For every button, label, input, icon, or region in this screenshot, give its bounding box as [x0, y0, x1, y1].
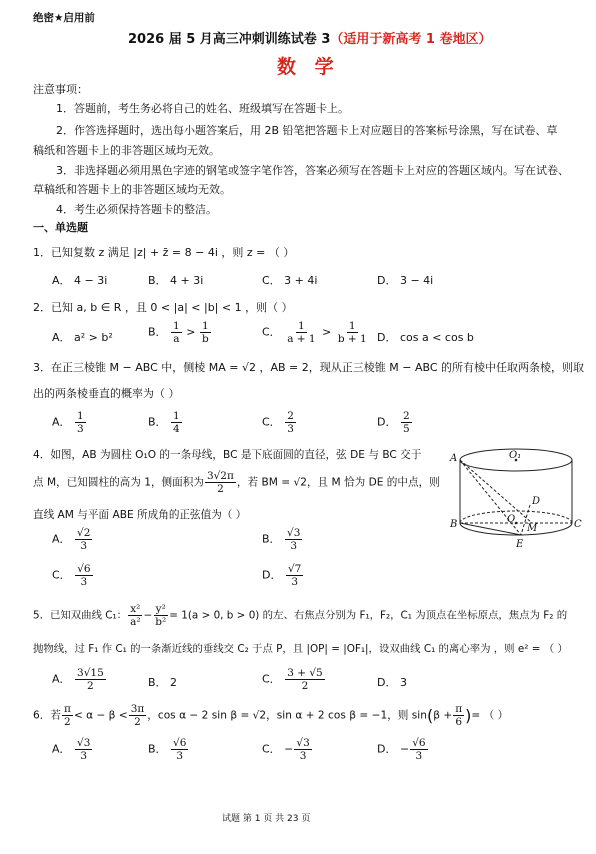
q5-y-num: y²	[155, 603, 166, 615]
q4-c-frac	[75, 563, 92, 588]
q4-a-frac	[75, 527, 92, 552]
q6-a-frac	[75, 737, 92, 762]
label-c: C	[574, 519, 582, 530]
q5-a-den: 2	[87, 680, 94, 692]
q6-option-a	[52, 737, 93, 762]
q6-a-num: √3	[77, 737, 91, 749]
notice-item-2b: 稿纸和答题卡上的非答题区域均无效。	[33, 144, 220, 157]
q6-stem: 6．若 $\frac{\pi}{2}$ < α − β < $\frac{3\pi}{2}$ ，cos α − 2 sin β = √2，sin α + 2 cos β = −1，则 sin(β + $\frac{\pi}{6}$ )= （ ）	[33, 703, 509, 728]
subject-title: 数 学	[277, 56, 340, 78]
q2-option-d: D． cos a < cos b	[377, 331, 474, 344]
q4-line-3: 直线 AM 与平面 ABE 所成角的正弦值为（ ）	[33, 509, 247, 521]
bottom-back-arc	[460, 511, 572, 523]
q3-option-b	[148, 410, 183, 435]
secret-label: 绝密★启用前	[33, 12, 95, 24]
page-footer: 试题 第 1 页 共 23 页	[222, 814, 311, 824]
q2-option-c-label: C．	[262, 325, 281, 339]
label-o1: O₁	[509, 450, 522, 461]
q6-d-frac	[410, 737, 427, 762]
q2-b-frac-2-den: b	[201, 333, 209, 345]
q4-option-a	[52, 527, 93, 552]
q4-c-num: √6	[77, 563, 91, 575]
notice-item-1: 1．答题前，考生务必将自己的姓名、班级填写在答题卡上。	[56, 102, 349, 115]
q3-d-frac	[401, 410, 412, 435]
q4-b-num: √3	[287, 527, 301, 539]
q6-option-c-label: C． −	[262, 742, 294, 756]
bottom-front-arc	[460, 523, 572, 535]
q5-option-a	[52, 667, 107, 692]
q6-option-b-label: B．	[148, 742, 167, 756]
q1-option-a: A． 4 − 3i	[52, 274, 108, 287]
q2-option-b-label: B．	[148, 325, 167, 339]
q4-a-den: 3	[80, 540, 88, 552]
q6-a-den: 3	[80, 750, 88, 762]
q6-c-num: √3	[296, 737, 310, 749]
label-m: M	[527, 523, 538, 534]
q3-d-den: 5	[402, 423, 410, 435]
q5-option-c	[262, 667, 326, 692]
q4-lateral-area-frac	[205, 470, 236, 495]
q3-c-den: 3	[287, 423, 294, 435]
q2-c-frac-1-num: 1	[298, 320, 305, 332]
q5-c-frac	[285, 667, 325, 692]
q5-a-num: 3√15	[77, 667, 104, 679]
q4-option-d-label: D．	[262, 568, 282, 582]
q2-stem: 2．已知 a, b ∈ R ，且 0 < |a| < |b| < 1 ，则（ ）	[33, 301, 293, 314]
q4-d-num: √7	[287, 563, 302, 575]
q6-d-den: 3	[415, 750, 423, 762]
label-a: A	[450, 453, 458, 464]
notice-item-2a: 2．作答选择题时，选出每小题答案后，用 2B 铅笔把答题卡上对应题目的答案标号涂黑，写在试卷、草	[56, 124, 558, 137]
q2-c-frac-2-den: b + 1	[337, 333, 367, 345]
q6-pi-half-num: π	[63, 703, 71, 715]
q2-c-frac-2	[336, 320, 369, 345]
q5-option-a-label: A．	[52, 672, 71, 686]
q3-line-2: 出的两条棱垂直的概率为（ ）	[33, 387, 180, 400]
q3-b-frac	[171, 410, 182, 435]
q6-paren-in: β +	[433, 709, 453, 722]
q6-three-pi-den: 2	[134, 716, 141, 728]
q4-d-den: 3	[291, 576, 299, 588]
q6-option-c	[262, 737, 313, 762]
q6-b-den: 3	[176, 750, 184, 762]
q4-option-c	[52, 563, 94, 588]
q4-lateral-area-num: 3√2π	[206, 470, 234, 482]
q4-b-frac	[285, 527, 302, 552]
q3-option-c-label: C．	[262, 415, 281, 429]
label-b: B	[450, 519, 458, 530]
q6-b-frac	[171, 737, 188, 762]
q6-post: = （ ）	[471, 709, 509, 722]
q4-option-d	[262, 563, 304, 588]
q6-option-b	[148, 737, 189, 762]
q4-option-c-label: C．	[52, 568, 71, 582]
q6-pi-sixth	[453, 703, 464, 728]
q6-mid1: < α − β <	[73, 709, 128, 722]
q2-b-gt: >	[186, 325, 196, 339]
q6-pre: 6．若	[33, 709, 61, 722]
q5-c-num: 3 + √5	[287, 667, 323, 679]
q1-option-c: C． 3 + 4i	[262, 274, 318, 287]
q6-pi-half-den: 2	[64, 716, 71, 728]
q4-b-den: 3	[290, 540, 298, 552]
notice-item-3b: 草稿纸和答题卡上的非答题区域均无效。	[33, 183, 231, 196]
q5-x-frac	[128, 603, 142, 628]
q6-option-a-label: A．	[52, 742, 71, 756]
q1-option-b: B． 4 + 3i	[148, 274, 204, 287]
q2-b-frac-1-den: a	[173, 333, 180, 345]
q3-d-num: 2	[402, 410, 410, 422]
q4-option-a-label: A．	[52, 532, 71, 546]
q3-option-d	[377, 410, 413, 435]
q4-a-num: √2	[77, 527, 91, 539]
q3-option-a	[52, 410, 87, 435]
q3-b-den: 4	[173, 423, 180, 435]
q5-x-den: a²	[130, 616, 141, 628]
q6-option-d-label: D． −	[377, 742, 410, 756]
q6-option-d	[377, 737, 429, 762]
q3-a-num: 1	[77, 410, 84, 422]
q5-line-1b: = 1(a > 0, b > 0) 的左、右焦点分别为 F₁，F₂，C₁ 为顶点在坐标原点，焦点为 F₂ 的	[169, 609, 568, 622]
q3-option-b-label: B．	[148, 415, 167, 429]
q6-d-num: √6	[412, 737, 426, 749]
q5-option-c-label: C．	[262, 672, 281, 686]
q4-line-2	[33, 470, 440, 495]
q2-b-frac-2-num: 1	[201, 320, 209, 332]
q2-c-gt: >	[322, 325, 332, 339]
q3-a-den: 3	[77, 423, 84, 435]
section-heading: 一、单选题	[33, 221, 88, 234]
q5-c-den: 2	[301, 680, 309, 692]
q4-option-b	[262, 527, 303, 552]
q2-b-frac-1-num: 1	[173, 320, 180, 332]
q2-option-b	[148, 320, 212, 345]
q6-mid2: ，cos α − 2 sin β = √2，sin α + 2 cos β = −1，则 sin	[147, 709, 427, 722]
q5-y-frac	[153, 603, 168, 628]
q2-b-frac-2	[200, 320, 211, 345]
q6-pi-half	[62, 703, 73, 728]
q6-c-den: 3	[299, 750, 307, 762]
q3-c-frac	[285, 410, 296, 435]
label-e: E	[516, 539, 524, 550]
exam-title-region: （适用于新高考 1 卷地区）	[330, 32, 492, 47]
q1-stem: 1．已知复数 z 满足 |z| + z̄ = 8 − 4i ，则 z = （ ）	[33, 246, 295, 259]
q5-x-num: x²	[130, 603, 141, 615]
q6-c-frac	[294, 737, 311, 762]
q6-pi-sixth-num: π	[455, 703, 463, 715]
q3-option-a-label: A．	[52, 415, 71, 429]
q6-pi-sixth-den: 6	[455, 716, 462, 728]
q3-option-c	[262, 410, 297, 435]
q6-b-num: √6	[173, 737, 187, 749]
q4-d-frac	[286, 563, 303, 588]
q5-a-frac	[75, 667, 106, 692]
q5-y-den: b²	[155, 616, 167, 628]
q6-three-pi-num: 3π	[130, 703, 145, 715]
q4-line-2a: 点 M，已知圆柱的高为 1，侧面积为	[33, 476, 204, 489]
q5-option-b: B． 2	[148, 676, 178, 689]
q2-c-frac-1	[285, 320, 317, 345]
q6-three-pi-half	[129, 703, 147, 728]
q4-line-2b: ，若 BM = √2，且 M 恰为 DE 的中点，则	[236, 476, 440, 489]
q1-option-d: D． 3 − 4i	[377, 274, 434, 287]
q5-option-d: D． 3	[377, 676, 407, 689]
q5-line-2: 抛物线，过 F₁ 作 C₁ 的一条渐近线的垂线交 C₂ 于点 P，且 |OP| = |OF₁|，设双曲线 C₁ 的离心率为 ，则 e² = （ ）	[33, 643, 568, 655]
q3-c-num: 2	[287, 410, 294, 422]
notice-heading: 注意事项：	[33, 83, 88, 96]
q5-line-1a: 5．已知双曲线 C₁：	[33, 609, 128, 622]
notice-item-3a: 3．非选择题必须用黑色字迹的钢笔或签字笔作答，答案必须写在答题卡上对应的答题区域内。写在试卷、	[56, 164, 569, 177]
q4-cylinder-figure	[448, 445, 588, 555]
q2-c-frac-2-num: 1	[348, 320, 356, 332]
q4-option-b-label: B．	[262, 532, 281, 546]
q3-line-1: 3．在正三棱锥 M − ABC 中，侧棱 MA = √2 ，AB = 2，现从正三棱锥 M − ABC 的所有棱中任取两条棱，则取	[33, 361, 585, 374]
q3-a-frac	[75, 410, 86, 435]
q2-option-c	[262, 320, 370, 345]
exam-title	[128, 28, 492, 47]
q2-b-frac-1	[171, 320, 182, 345]
q3-option-d-label: D．	[377, 415, 397, 429]
q4-lateral-area-den: 2	[217, 483, 224, 495]
q3-b-num: 1	[173, 410, 180, 422]
segment-am	[460, 460, 532, 523]
notice-item-4: 4．考生必须保持答题卡的整洁。	[56, 203, 217, 216]
q2-option-a: A． a² > b²	[52, 331, 113, 344]
exam-title-main: 2026 届 5 月高三冲刺训练试卷 3	[128, 32, 331, 47]
q4-line-1: 4．如图，AB 为圆柱 O₁O 的一条母线，BC 是下底面圆的直径，弦 DE 与 BC 交于	[33, 449, 422, 461]
label-o: O	[507, 514, 516, 525]
q4-c-den: 3	[80, 576, 88, 588]
label-d: D	[532, 496, 541, 507]
q2-c-frac-1-den: a + 1	[287, 333, 316, 345]
q5-line-1: 5．已知双曲线 C₁： $\frac{\text{x²}}{\text{a²}}$ − $\frac{\text{y²}}{\text{b²}}$ = 1(a > 0, b > 0) 的左、右焦点分别为 F₁，F₂，C₁ 为顶点在坐标原点，焦点为 F₂ 的	[33, 603, 568, 628]
